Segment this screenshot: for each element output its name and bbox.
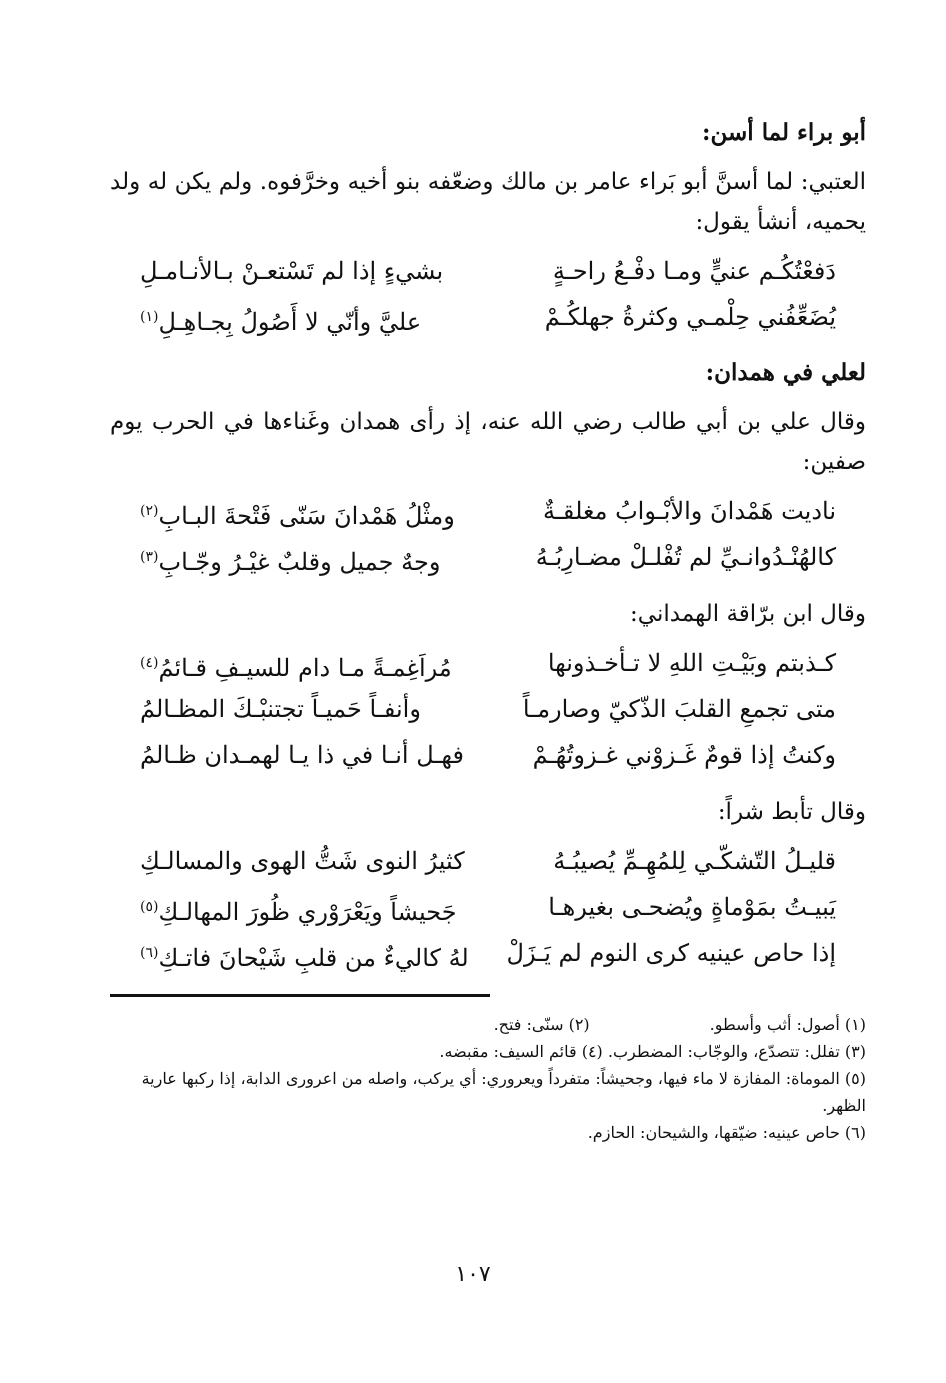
verse-second-hemistich	[110, 534, 480, 580]
verse	[110, 640, 866, 686]
poem	[110, 640, 866, 778]
verse-second-hemistich	[110, 930, 480, 976]
verse-first-hemistich: كـذبتم وبَيْـتِ اللهِ لا تـأخـذونها	[547, 649, 836, 677]
section-intro: العتبي: لما أسنَّ أبو بَراء عامر بن مالك وضعّفه بنو أخيه وخرَّفوه. ولم يكن له ولد يحميه، أنشأ يقول:	[110, 169, 866, 235]
verse-second-text: عليَّ وأنّي لا أَصُولُ بِجـاهِـلِ	[158, 308, 422, 336]
verse-second-text: بشيءٍ إذا لم تَسْتعـنْ بـالأنـامـلِ	[140, 257, 444, 285]
verse-second-text: مُراَغِمـةً مـا دام للسيـفِ قـائمُ	[158, 654, 452, 682]
poem	[110, 838, 866, 976]
page-body	[110, 100, 866, 1320]
footnote: (١) أصول: أثب وأسطو.	[709, 1015, 866, 1034]
verse-second-hemistich	[110, 838, 480, 884]
verse-second-text: فهـل أنـا في ذا يـا لهمـدان ظـالمُ	[140, 741, 464, 769]
footnote-ref: (٦)	[140, 945, 159, 961]
verse-second-text: ومثْلُ هَمْدانَ سَنّى فَتْحةَ البـابِ	[158, 502, 455, 530]
verse	[110, 294, 866, 340]
verse	[110, 838, 866, 884]
verse	[110, 248, 866, 294]
verse-second-text: لهُ كاليءٌ من قلبِ شَيْحانَ فاتـكِ	[158, 944, 469, 972]
verse-first-hemistich: إذا حاص عينيه كرى النوم لم يَـزَلْ	[506, 939, 836, 967]
footnotes	[110, 1011, 866, 1146]
poem	[110, 248, 866, 340]
verse	[110, 534, 866, 580]
verse	[110, 884, 866, 930]
section-heading: أبو براء لما أسن:	[702, 119, 866, 146]
verse-second-text: كثيرُ النوى شَتُّ الهوى والمسالـكِ	[140, 847, 465, 875]
verse-second-hemistich	[110, 686, 480, 732]
verse	[110, 732, 866, 778]
verse-second-hemistich	[110, 294, 480, 340]
verse-first-hemistich: يُضَعِّفُني حِلْمـي وكثرةُ جهلكُـمْ	[544, 303, 836, 331]
section-heading: لعلي في همدان:	[705, 359, 866, 386]
verse-second-hemistich	[110, 884, 480, 930]
verse-first-hemistich: وكنتُ إذا قومٌ غَـزوْني غـزوتُهُـمْ	[532, 741, 836, 769]
footnote-ref: (٢)	[140, 503, 159, 519]
page-number: ١٠٧	[455, 1262, 491, 1287]
verse-second-hemistich	[110, 732, 480, 778]
verse-first-hemistich: قليـلُ التّشكّـي لِلمُهِـمِّ يُصيبُـهُ	[553, 847, 836, 875]
verse-second-hemistich	[110, 248, 480, 294]
verse-first-hemistich: كالهُنْـدُوانـيِّ لم تُفْلـلْ مضـارِبُـهُ	[535, 543, 836, 571]
section-intro: وقال علي بن أبي طالب رضي الله عنه، إذ رأى همدان وغَناءها في الحرب يوم صفين:	[110, 409, 866, 475]
footnote-ref: (٤)	[140, 655, 159, 671]
section-intro: وقال ابن برّاقة الهمداني:	[630, 601, 866, 627]
footnote: (٢) سنّى: فتح.	[493, 1015, 590, 1034]
verse-first-hemistich: دَفعْتُكُـم عنيٍّ ومـا دفْـعُ راحـةٍ	[552, 257, 836, 285]
verse-first-hemistich: ناديت هَمْدانَ والأبْـوابُ مغلقـةٌ	[543, 497, 836, 525]
verse-second-text: وأنفـاً حَميـاً تجتنبْـكَ المظـالمُ	[140, 695, 421, 723]
verse-second-hemistich	[110, 640, 480, 686]
footnote-divider	[110, 994, 490, 997]
footnote: (٦) حاص عينيه: ضيّقها، والشيحان: الحازم.	[587, 1123, 866, 1142]
verse-first-hemistich: يَبيـتُ بمَوْماةٍ ويُضحـى بغيرهـا	[548, 893, 836, 921]
verse-second-hemistich	[110, 488, 480, 534]
poem	[110, 488, 866, 580]
footnote-ref: (١)	[140, 309, 159, 325]
footnote: (٣) تفلل: تتصدّع، والوجّاب: المضطرب. (٤) قائم السيف: مقبضه.	[439, 1042, 866, 1061]
verse	[110, 930, 866, 976]
footnote: (٥) الموماة: المفازة لا ماء فيها، وجحيشاً: متفرداً ويعروري: أي يركب، واصله من اعرورى الدابة، إذا ركبها عارية الظهر.	[141, 1069, 866, 1115]
verse-second-text: وجهٌ جميل وقلبٌ غيْـرُ وجّـابِ	[158, 548, 441, 576]
footnote-ref: (٥)	[140, 899, 159, 915]
verse	[110, 686, 866, 732]
footnote-row	[110, 1011, 866, 1038]
verse-first-hemistich: متى تجمعِ القلبَ الذّكيّ وصارمـاً	[522, 695, 836, 723]
verse	[110, 488, 866, 534]
footnote-ref: (٣)	[140, 549, 159, 565]
verse-second-text: جَحيشاً ويَعْرَوْري ظُورَ المهالـكِ	[158, 898, 457, 926]
section-intro: وقال تأبط شراً:	[717, 799, 866, 825]
